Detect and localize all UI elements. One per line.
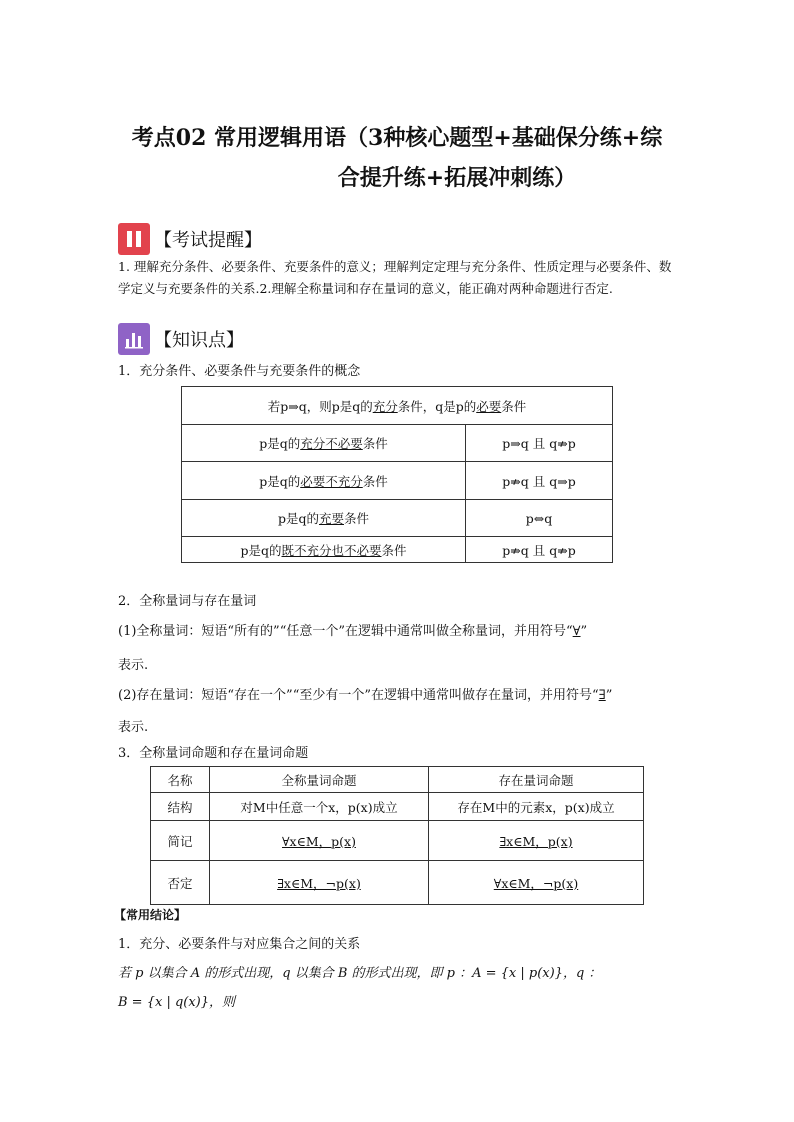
section-knowledge-header: [118, 322, 244, 356]
concept-cell: p是q的充要条件: [182, 500, 466, 537]
table-row: [151, 821, 644, 861]
table-cell: ∀x∈M，p(x): [210, 821, 429, 861]
table-cell: 对M中任意一个x，p(x)成立: [210, 793, 429, 821]
relation-cell: p⇏q 且 q⇏p: [466, 537, 613, 563]
k2-heading: 2．全称量词与存在量词: [118, 594, 257, 609]
title-line-2: 合提升练+拓展冲刺练）: [337, 165, 577, 191]
k2-p1: (1)全称量词：短语“所有的”“任意一个”在逻辑中通常叫做全称量词，并用符号“∀”: [118, 624, 588, 639]
relation-cell: p⇏q 且 q⇒p: [466, 462, 613, 500]
document-title: [100, 118, 694, 198]
conclusion-line-1: 若 p 以集合 A 的形式出现，q 以集合 B 的形式出现，即 p ：A = {x | p(x)}，q ：: [118, 966, 602, 981]
column-header: 全称量词命题: [210, 767, 429, 793]
table-cell: ∀x∈M，¬p(x): [429, 861, 644, 905]
concept-table: [181, 386, 613, 563]
column-header: 存在量词命题: [429, 767, 644, 793]
reminder-text: 1. 理解充分条件、必要条件、充要条件的意义；理解判定定理与充分条件、性质定理与必要条件、数学定义与充要条件的关系.2.理解全称量词和存在量词的意义，能正确对两种命题进行否定.: [118, 259, 672, 296]
table-row: [182, 425, 613, 462]
relation-cell: p⇒q 且 q⇏p: [466, 425, 613, 462]
k2-p2: (2)存在量词：短语“存在一个”“至少有一个”在逻辑中通常叫做存在量词，并用符号“∃”: [118, 688, 613, 703]
relation-cell: p⇔q: [466, 500, 613, 537]
table-cell: ∃x∈M，p(x): [429, 821, 644, 861]
row-label: 简记: [151, 821, 210, 861]
row-label: 否定: [151, 861, 210, 905]
conclusion-line-2: B = {x | q(x)}，则: [118, 995, 236, 1010]
quantifier-table: [150, 766, 644, 905]
table-row: [151, 793, 644, 821]
bars-icon: [118, 223, 150, 255]
table-row: [182, 500, 613, 537]
conclusion-label: 【常用结论】: [114, 908, 187, 922]
concept-cell: p是q的充分不必要条件: [182, 425, 466, 462]
table-cell: 存在M中的元素x，p(x)成立: [429, 793, 644, 821]
k2-p1-tail: 表示.: [118, 658, 149, 673]
conclusion-heading: 1．充分、必要条件与对应集合之间的关系: [118, 937, 361, 952]
table-row: [182, 462, 613, 500]
section-knowledge-title: 【知识点】: [154, 330, 244, 351]
concept-header-cell: 若p⇒q，则p是q的充分条件，q是p的必要条件: [182, 387, 613, 425]
section-reminder-header: [118, 222, 262, 256]
table-cell: ∃x∈M，¬p(x): [210, 861, 429, 905]
concept-cell: p是q的既不充分也不必要条件: [182, 537, 466, 563]
column-header: 名称: [151, 767, 210, 793]
concept-cell: p是q的必要不充分条件: [182, 462, 466, 500]
quantifier-header-row: [151, 767, 644, 793]
table-row: [182, 537, 613, 563]
k2-p2-tail: 表示.: [118, 720, 149, 735]
k3-heading: 3．全称量词命题和存在量词命题: [118, 746, 309, 761]
concept-table-header-row: [182, 387, 613, 425]
section-reminder-title: 【考试提醒】: [154, 230, 262, 251]
row-label: 结构: [151, 793, 210, 821]
table-row: [151, 861, 644, 905]
bar-chart-icon: [118, 323, 150, 355]
title-line-1: 考点02 常用逻辑用语（3种核心题型+基础保分练+综: [131, 125, 663, 151]
k1-heading: 1．充分条件、必要条件与充要条件的概念: [118, 364, 361, 379]
